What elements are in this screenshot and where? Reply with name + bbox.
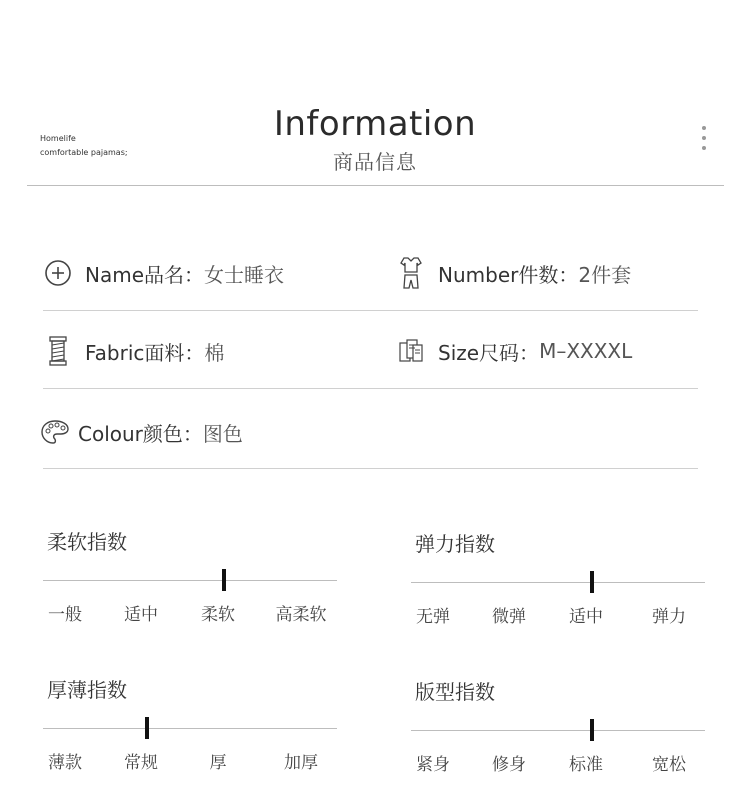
info-colour — [40, 417, 243, 447]
info-name-key: Name品名： — [85, 262, 205, 287]
softness-label: 柔软指数 — [47, 530, 127, 554]
elasticity-option: 无弹 — [416, 607, 450, 627]
clothing-tag-icon — [396, 336, 426, 366]
thickness-label: 厚薄指数 — [47, 678, 127, 702]
elasticity-option: 微弹 — [492, 607, 526, 627]
info-size-key: Size尺码： — [438, 340, 540, 365]
info-number — [396, 258, 631, 288]
softness-option: 适中 — [124, 605, 158, 625]
info-size — [396, 336, 632, 366]
softness-option: 柔软 — [201, 605, 235, 625]
thickness-option: 薄款 — [48, 753, 82, 773]
fit-option: 宽松 — [652, 755, 686, 775]
row-divider — [43, 310, 698, 311]
fit-track — [411, 730, 705, 731]
palette-icon — [40, 417, 70, 447]
info-fabric — [43, 336, 224, 366]
info-name-value: 女士睡衣 — [204, 262, 285, 287]
info-name — [43, 258, 284, 288]
thickness-option: 加厚 — [284, 753, 318, 773]
fit-option: 修身 — [492, 755, 526, 775]
info-colour-value: 图色 — [202, 421, 243, 446]
fit-option: 标准 — [569, 755, 603, 775]
info-fabric-key: Fabric面料： — [85, 340, 205, 365]
info-fabric-value: 棉 — [204, 340, 225, 365]
fit-marker — [590, 719, 594, 741]
pajama-set-icon — [396, 258, 426, 288]
header-divider — [27, 185, 724, 186]
softness-option: 一般 — [48, 605, 82, 625]
softness-marker — [222, 569, 226, 591]
elasticity-option: 弹力 — [652, 607, 686, 627]
info-colour-key: Colour颜色： — [78, 421, 203, 446]
page-subtitle: 商品信息 — [333, 150, 417, 174]
fit-option: 紧身 — [416, 755, 450, 775]
brand-slogan: comfortable pajamas; — [40, 148, 128, 157]
info-number-key: Number件数： — [438, 262, 579, 287]
softness-option: 高柔软 — [275, 605, 327, 625]
elasticity-track — [411, 582, 705, 583]
brand-name: Homelife — [40, 134, 76, 143]
row-divider — [43, 388, 698, 389]
page-title: Information — [273, 104, 477, 144]
elasticity-marker — [590, 571, 594, 593]
thickness-option: 常规 — [124, 753, 158, 773]
fabric-roll-icon — [43, 336, 73, 366]
info-number-value: 2件套 — [578, 262, 632, 287]
elasticity-label: 弹力指数 — [415, 532, 495, 556]
elasticity-option: 适中 — [569, 607, 603, 627]
info-size-value: M–XXXXL — [539, 339, 633, 363]
more-menu-icon[interactable] — [702, 126, 710, 156]
plus-circle-icon — [43, 258, 73, 288]
thickness-marker — [145, 717, 149, 739]
thickness-track — [43, 728, 337, 729]
fit-label: 版型指数 — [415, 680, 495, 704]
row-divider — [43, 468, 698, 469]
thickness-option: 厚 — [209, 753, 227, 773]
softness-track — [43, 580, 337, 581]
